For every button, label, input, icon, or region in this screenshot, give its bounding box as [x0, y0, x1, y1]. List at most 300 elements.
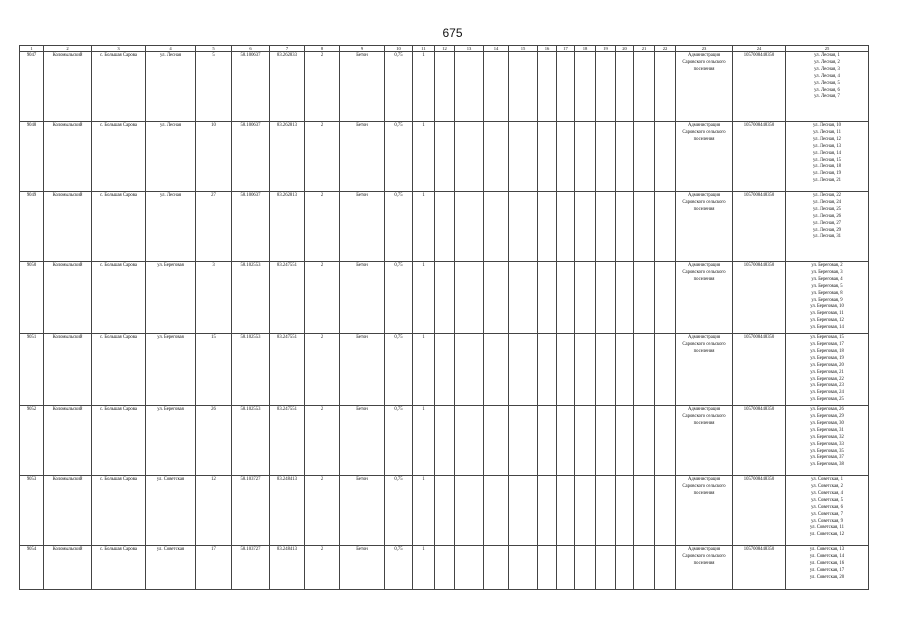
cell-empty	[655, 406, 676, 476]
cell-empty	[616, 192, 634, 262]
cell-settlement: с. Большая Сарова	[92, 334, 146, 406]
cell-empty	[575, 476, 596, 546]
address-line: ул. Советская, 20	[809, 574, 845, 580]
cell-empty	[655, 192, 676, 262]
cell-empty	[509, 262, 538, 334]
cell-owner: Администрация Саровского сельского поселения	[676, 406, 733, 476]
address-line: ул. Лесная, 2	[814, 59, 840, 65]
address-line: ул. Береговая, 8	[811, 290, 843, 296]
cell-ogrn: 1057008448350	[733, 262, 786, 334]
cell-id: 9052	[20, 406, 44, 476]
cell-empty	[634, 476, 655, 546]
cell-empty	[455, 406, 484, 476]
address-line: ул. Береговая, 4	[811, 276, 843, 282]
cell-empty	[484, 122, 509, 192]
cell-house: 12	[196, 476, 232, 546]
column-header: 24	[733, 46, 786, 52]
cell-empty	[634, 122, 655, 192]
cell-lon: 83.248413	[270, 546, 305, 590]
cell-empty	[455, 192, 484, 262]
cell-material: Бетон	[340, 476, 385, 546]
cell-empty	[455, 52, 484, 122]
cell-material: Бетон	[340, 334, 385, 406]
cell-empty	[655, 122, 676, 192]
cell-empty	[509, 476, 538, 546]
cell-area: 0,75	[385, 192, 413, 262]
cell-owner: Администрация Саровского сельского поселения	[676, 262, 733, 334]
address-line: ул. Советская, 2	[811, 484, 843, 490]
cell-lon: 83.262833	[270, 52, 305, 122]
address-line: ул. Береговая, 5	[811, 283, 843, 289]
column-header: 7	[270, 46, 305, 52]
cell-c8: 2	[305, 52, 340, 122]
table-row	[20, 406, 869, 476]
column-header: 25	[786, 46, 869, 52]
cell-count: 1	[413, 334, 435, 406]
column-header: 8	[305, 46, 340, 52]
cell-empty	[575, 406, 596, 476]
cell-empty	[557, 476, 575, 546]
cell-id: 9054	[20, 546, 44, 590]
cell-empty	[509, 334, 538, 406]
cell-street: ул. Лесная	[146, 192, 196, 262]
address-line: ул. Береговая, 35	[810, 448, 844, 454]
cell-c8: 2	[305, 334, 340, 406]
cell-lat: 58.100637	[232, 52, 270, 122]
cell-empty	[435, 406, 455, 476]
cell-empty	[484, 546, 509, 590]
cell-empty	[484, 406, 509, 476]
cell-lon: 83.247551	[270, 262, 305, 334]
cell-empty	[435, 122, 455, 192]
cell-empty	[616, 122, 634, 192]
cell-c8: 2	[305, 546, 340, 590]
address-line: ул. Береговая, 30	[810, 420, 844, 426]
address-line: ул. Лесная, 29	[812, 227, 842, 233]
address-line: ул. Береговая, 31	[810, 427, 844, 433]
cell-empty	[596, 52, 616, 122]
column-header: 22	[655, 46, 676, 52]
address-line: ул. Лесная, 18	[812, 164, 842, 170]
cell-district: Коломыльский	[44, 192, 92, 262]
address-line: ул. Береговая, 33	[810, 441, 844, 447]
cell-empty	[538, 406, 557, 476]
cell-empty	[596, 262, 616, 334]
cell-empty	[435, 546, 455, 590]
address-line: ул. Лесная, 19	[812, 171, 842, 177]
cell-empty	[509, 122, 538, 192]
column-header: 13	[455, 46, 484, 52]
cell-c8: 2	[305, 262, 340, 334]
cell-street: ул. Береговая	[146, 262, 196, 334]
address-line: ул. Советская, 14	[809, 554, 845, 560]
cell-empty	[435, 334, 455, 406]
cell-count: 1	[413, 122, 435, 192]
address-line: ул. Береговая, 3	[811, 269, 843, 275]
page-number: 675	[442, 26, 463, 40]
cell-lat: 58.103727	[232, 476, 270, 546]
cell-count: 1	[413, 52, 435, 122]
cell-empty	[509, 406, 538, 476]
address-line: ул. Береговая, 15	[810, 335, 844, 341]
cell-area: 0,75	[385, 52, 413, 122]
cell-empty	[634, 262, 655, 334]
address-line: ул. Лесная, 31	[812, 234, 842, 240]
cell-empty	[538, 476, 557, 546]
cell-empty	[557, 262, 575, 334]
cell-area: 0,75	[385, 334, 413, 406]
cell-empty	[616, 476, 634, 546]
cell-addresses	[786, 334, 869, 406]
address-line: ул. Лесная, 26	[812, 213, 842, 219]
address-line: ул. Лесная, 11	[813, 129, 841, 135]
cell-empty	[634, 334, 655, 406]
cell-empty	[484, 192, 509, 262]
cell-owner: Администрация Саровского сельского поселения	[676, 334, 733, 406]
cell-settlement: с. Большая Сарова	[92, 52, 146, 122]
cell-settlement: с. Большая Сарова	[92, 546, 146, 590]
table-row	[20, 334, 869, 406]
cell-street: ул. Советская	[146, 546, 196, 590]
cell-owner: Администрация Саровского сельского поселения	[676, 192, 733, 262]
address-line: ул. Советская, 1	[811, 477, 843, 483]
cell-owner: Администрация Саровского сельского поселения	[676, 546, 733, 590]
address-line: ул. Лесная, 15	[812, 157, 842, 163]
cell-lon: 83.247551	[270, 334, 305, 406]
cell-area: 0,75	[385, 546, 413, 590]
column-header: 19	[596, 46, 616, 52]
cell-empty	[596, 334, 616, 406]
cell-count: 1	[413, 476, 435, 546]
cell-street: ул. Лесная	[146, 122, 196, 192]
cell-empty	[575, 52, 596, 122]
cell-empty	[557, 334, 575, 406]
cell-empty	[484, 476, 509, 546]
address-line: ул. Лесная, 24	[812, 199, 842, 205]
table-row	[20, 476, 869, 546]
cell-empty	[455, 334, 484, 406]
cell-material: Бетон	[340, 546, 385, 590]
address-line: ул. Береговая, 26	[810, 407, 844, 413]
cell-empty	[455, 546, 484, 590]
cell-lat: 58.102553	[232, 334, 270, 406]
address-line: ул. Советская, 11	[809, 525, 845, 531]
cell-empty	[484, 52, 509, 122]
cell-lat: 58.100637	[232, 122, 270, 192]
cell-district: Коломыльский	[44, 122, 92, 192]
address-line: ул. Советская, 6	[811, 504, 843, 510]
cell-empty	[538, 52, 557, 122]
cell-addresses	[786, 262, 869, 334]
cell-house: 3	[196, 262, 232, 334]
address-line: ул. Лесная, 7	[814, 94, 840, 100]
cell-empty	[557, 52, 575, 122]
cell-empty	[616, 262, 634, 334]
column-header: 15	[509, 46, 538, 52]
cell-c8: 2	[305, 122, 340, 192]
table-row	[20, 192, 869, 262]
cell-id: 9047	[20, 52, 44, 122]
cell-id: 9053	[20, 476, 44, 546]
address-line: ул. Береговая, 9	[811, 297, 843, 303]
cell-material: Бетон	[340, 122, 385, 192]
cell-addresses	[786, 476, 869, 546]
cell-owner: Администрация Саровского сельского поселения	[676, 476, 733, 546]
address-line: ул. Береговая, 10	[810, 304, 844, 310]
cell-empty	[509, 52, 538, 122]
cell-addresses	[786, 52, 869, 122]
column-header: 9	[340, 46, 385, 52]
address-line: ул. Советская, 7	[811, 511, 843, 517]
cell-empty	[655, 334, 676, 406]
cell-empty	[538, 192, 557, 262]
cell-street: ул. Советская	[146, 476, 196, 546]
cell-empty	[575, 122, 596, 192]
cell-street: ул. Лесная	[146, 52, 196, 122]
column-header: 17	[557, 46, 575, 52]
cell-ogrn: 1057008448350	[733, 476, 786, 546]
cell-ogrn: 1057008448350	[733, 334, 786, 406]
address-line: ул. Советская, 4	[811, 490, 843, 496]
cell-material: Бетон	[340, 192, 385, 262]
cell-area: 0,75	[385, 406, 413, 476]
cell-lat: 58.100637	[232, 192, 270, 262]
table-row	[20, 52, 869, 122]
cell-empty	[655, 546, 676, 590]
address-line: ул. Береговая, 21	[810, 369, 844, 375]
cell-house: 27	[196, 192, 232, 262]
cell-count: 1	[413, 546, 435, 590]
cell-area: 0,75	[385, 476, 413, 546]
address-line: ул. Береговая, 18	[810, 348, 844, 354]
cell-lat: 58.102553	[232, 262, 270, 334]
cell-street: ул. Береговая	[146, 334, 196, 406]
cell-street: ул. Береговая	[146, 406, 196, 476]
cell-empty	[575, 192, 596, 262]
address-line: ул. Береговая, 37	[810, 455, 844, 461]
address-line: ул. Лесная, 3	[814, 66, 840, 72]
cell-empty	[596, 406, 616, 476]
cell-district: Коломыльский	[44, 334, 92, 406]
cell-empty	[596, 122, 616, 192]
cell-count: 1	[413, 262, 435, 334]
table-body	[20, 52, 869, 590]
cell-empty	[538, 546, 557, 590]
cell-empty	[634, 52, 655, 122]
cell-empty	[538, 334, 557, 406]
cell-lon: 83.262813	[270, 122, 305, 192]
address-line: ул. Береговая, 14	[810, 325, 844, 331]
cell-empty	[538, 122, 557, 192]
cell-addresses	[786, 122, 869, 192]
cell-empty	[616, 546, 634, 590]
address-line: ул. Лесная, 12	[812, 136, 842, 142]
address-line: ул. Лесная, 10	[812, 123, 842, 128]
cell-empty	[655, 262, 676, 334]
cell-addresses	[786, 406, 869, 476]
cell-empty	[455, 122, 484, 192]
cell-empty	[435, 192, 455, 262]
cell-empty	[575, 546, 596, 590]
cell-empty	[575, 334, 596, 406]
cell-lon: 83.262813	[270, 192, 305, 262]
column-header: 14	[484, 46, 509, 52]
cell-ogrn: 1057008448350	[733, 546, 786, 590]
cell-empty	[455, 476, 484, 546]
registry-table	[19, 45, 869, 590]
cell-house: 26	[196, 406, 232, 476]
address-line: ул. Береговая, 24	[810, 390, 844, 396]
table-row	[20, 546, 869, 590]
address-line: ул. Береговая, 2	[811, 263, 843, 268]
cell-empty	[435, 476, 455, 546]
address-line: ул. Лесная, 21	[812, 178, 842, 184]
cell-empty	[655, 476, 676, 546]
cell-district: Коломыльский	[44, 476, 92, 546]
column-header: 23	[676, 46, 733, 52]
cell-settlement: с. Большая Сарова	[92, 262, 146, 334]
cell-material: Бетон	[340, 262, 385, 334]
cell-ogrn: 1057008448350	[733, 122, 786, 192]
cell-id: 9048	[20, 122, 44, 192]
address-line: ул. Лесная, 4	[814, 73, 840, 79]
cell-id: 9050	[20, 262, 44, 334]
address-line: ул. Советская, 13	[809, 547, 845, 553]
address-line: ул. Береговая, 11	[810, 311, 844, 317]
cell-empty	[509, 192, 538, 262]
cell-c8: 2	[305, 192, 340, 262]
cell-empty	[596, 546, 616, 590]
cell-settlement: с. Большая Сарова	[92, 192, 146, 262]
cell-settlement: с. Большая Сарова	[92, 406, 146, 476]
cell-count: 1	[413, 406, 435, 476]
cell-lon: 83.247551	[270, 406, 305, 476]
column-header: 2	[44, 46, 92, 52]
column-header: 21	[634, 46, 655, 52]
cell-settlement: с. Большая Сарова	[92, 476, 146, 546]
cell-empty	[484, 262, 509, 334]
cell-empty	[557, 406, 575, 476]
cell-district: Коломыльский	[44, 262, 92, 334]
column-header: 6	[232, 46, 270, 52]
column-header: 1	[20, 46, 44, 52]
cell-lat: 58.103727	[232, 546, 270, 590]
address-line: ул. Береговая, 20	[810, 362, 844, 368]
cell-empty	[538, 262, 557, 334]
cell-c8: 2	[305, 406, 340, 476]
cell-district: Коломыльский	[44, 546, 92, 590]
column-header: 20	[616, 46, 634, 52]
address-line: ул. Лесная, 1	[814, 53, 840, 58]
address-line: ул. Береговая, 17	[810, 341, 844, 347]
cell-district: Коломыльский	[44, 52, 92, 122]
address-line: ул. Советская, 17	[809, 567, 845, 573]
cell-empty	[616, 334, 634, 406]
column-header: 5	[196, 46, 232, 52]
address-line: ул. Лесная, 27	[812, 220, 842, 226]
address-line: ул. Береговая, 19	[810, 355, 844, 361]
cell-addresses	[786, 192, 869, 262]
address-line: ул. Лесная, 14	[812, 150, 842, 156]
cell-empty	[575, 262, 596, 334]
cell-material: Бетон	[340, 52, 385, 122]
address-line: ул. Советская, 12	[809, 532, 845, 538]
cell-empty	[435, 262, 455, 334]
column-header: 18	[575, 46, 596, 52]
cell-lat: 58.102553	[232, 406, 270, 476]
cell-ogrn: 1057008448350	[733, 52, 786, 122]
table-row	[20, 122, 869, 192]
column-header: 16	[538, 46, 557, 52]
cell-empty	[509, 546, 538, 590]
cell-house: 10	[196, 122, 232, 192]
cell-c8: 2	[305, 476, 340, 546]
cell-house: 15	[196, 334, 232, 406]
cell-area: 0,75	[385, 122, 413, 192]
table-row	[20, 262, 869, 334]
cell-settlement: с. Большая Сарова	[92, 122, 146, 192]
cell-area: 0,75	[385, 262, 413, 334]
cell-empty	[435, 52, 455, 122]
cell-empty	[596, 476, 616, 546]
cell-material: Бетон	[340, 406, 385, 476]
address-line: ул. Лесная, 22	[812, 193, 842, 198]
cell-empty	[455, 262, 484, 334]
address-line: ул. Береговая, 25	[810, 397, 844, 403]
cell-count: 1	[413, 192, 435, 262]
cell-house: 17	[196, 546, 232, 590]
address-line: ул. Лесная, 25	[812, 206, 842, 212]
cell-addresses	[786, 546, 869, 590]
cell-empty	[616, 406, 634, 476]
column-header: 11	[413, 46, 435, 52]
cell-empty	[484, 334, 509, 406]
cell-empty	[634, 192, 655, 262]
cell-ogrn: 1057008448350	[733, 406, 786, 476]
cell-empty	[557, 122, 575, 192]
cell-empty	[655, 52, 676, 122]
address-line: ул. Советская, 16	[809, 560, 845, 566]
column-header: 3	[92, 46, 146, 52]
address-line: ул. Лесная, 6	[814, 87, 840, 93]
address-line: ул. Лесная, 13	[812, 143, 842, 149]
address-line: ул. Береговая, 22	[810, 376, 844, 382]
cell-empty	[634, 406, 655, 476]
cell-empty	[596, 192, 616, 262]
address-line: ул. Лесная, 5	[814, 80, 840, 86]
column-header: 4	[146, 46, 196, 52]
cell-house: 5	[196, 52, 232, 122]
column-header: 12	[435, 46, 455, 52]
cell-owner: Администрация Саровского сельского поселения	[676, 52, 733, 122]
address-line: ул. Советская, 5	[811, 497, 843, 503]
cell-id: 9051	[20, 334, 44, 406]
address-line: ул. Береговая, 38	[810, 462, 844, 468]
address-line: ул. Береговая, 32	[810, 434, 844, 440]
address-line: ул. Береговая, 29	[810, 414, 844, 420]
cell-ogrn: 1057008448350	[733, 192, 786, 262]
cell-empty	[634, 546, 655, 590]
cell-district: Коломыльский	[44, 406, 92, 476]
cell-empty	[616, 52, 634, 122]
column-header: 10	[385, 46, 413, 52]
cell-id: 9049	[20, 192, 44, 262]
address-line: ул. Береговая, 23	[810, 383, 844, 389]
address-line: ул. Береговая, 12	[810, 318, 844, 324]
cell-empty	[557, 546, 575, 590]
cell-lon: 83.248413	[270, 476, 305, 546]
cell-owner: Администрация Саровского сельского поселения	[676, 122, 733, 192]
